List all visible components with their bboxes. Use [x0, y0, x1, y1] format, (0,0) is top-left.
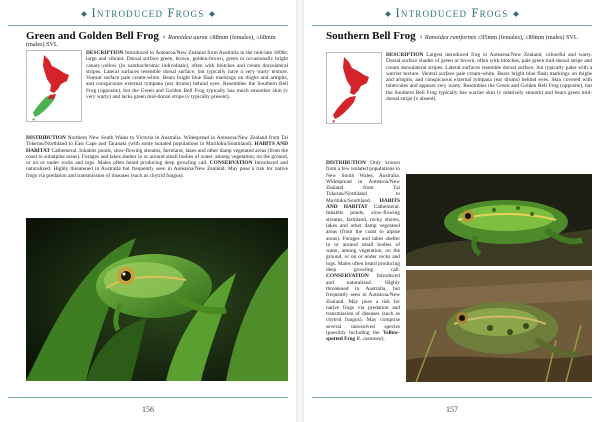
north-island-shape [343, 57, 369, 95]
description-text: Introduced to Aotearoa/New Zealand from Australia in the mid-late 1800s; large and vibrant. Dorsal surface green, brown, golden-brown, green or occasionally bright canary-yellow (in xanthochromic individuals), often with blotches and cream dorsolateral stripes. Lateral surfaces resemble dorsal surface, but typically have a very warty texture. Ventral surface pale cream-white. Bears bright blue flash markings on thighs and armpits, and conspicuous external tympana (ear drums) behind eyes. Resembles the Southern Bell Frog (opposite), but the Green and Golden Bell Frog typically has much smoother skin (v very warty) and lacks green mid-dorsal stripe (v typically present). [86, 50, 288, 101]
species-title-line [26, 30, 288, 49]
habitat-text: Cathemeral. Inhabits ponds, slow-flowing streams, farmland, rocky shores, lakes and other damp vegetated areas (from the coast to alpine areas). Forages and takes shelter in or around small bodies of water, among vegetation, on the ground, or on or under rocks and logs. Males often heard producing deep growling call. [326, 204, 400, 274]
description-label: DESCRIPTION [86, 50, 124, 56]
stewart-island-shape [32, 118, 35, 121]
yellow-spotted-frog-sci: R. castanea [356, 336, 382, 343]
book-gutter [296, 0, 304, 422]
diamond-ornament-icon [81, 11, 87, 17]
left-page [0, 0, 296, 422]
size-measurement: ≤95mm (females), ≤80mm (males) SVL [477, 34, 578, 41]
diamond-ornament-icon [210, 11, 216, 17]
north-island-shape [43, 55, 69, 93]
species-title: Southern Bell Frog [326, 30, 416, 42]
frog-photo-image [26, 218, 288, 381]
stewart-island-shape [332, 120, 335, 123]
species-description-wrap [86, 50, 288, 100]
conservation-text: Introduced and naturalized. Highly threatened in Australia but frequently seen in Aotearoa/New Zealand. May pose a risk for native frogs via predation and transmission of diseases (such as chytrid fungus). [26, 160, 288, 179]
header-rule [8, 25, 288, 26]
distribution-map [326, 52, 382, 124]
yellow-spotted-frog-name: Yellow-spotted Frog [326, 330, 400, 343]
running-header-text: Introduced Frogs [395, 6, 509, 20]
size-icon: ♀ [161, 34, 167, 41]
diamond-ornament-icon [385, 11, 391, 17]
distribution-text: Northern New South Wales to Victoria in Australia. Widespread in Aotearoa/New Zealand from Tai Tokerau/Northland to East Cape and Taranaki (with some isolated populations in Murihiku/Southland). [26, 135, 288, 148]
frog-photo-image [406, 174, 592, 266]
distribution-map [26, 50, 82, 122]
running-header-text: Introduced Frogs [91, 6, 205, 20]
frog-photo-green-golden [26, 218, 288, 381]
distribution-label: DISTRIBUTION [26, 135, 66, 141]
description-label: DESCRIPTION [386, 52, 424, 58]
footer-rule [312, 397, 592, 398]
scientific-name: Ranoidea raniformis [424, 34, 477, 41]
header-rule [312, 25, 592, 26]
distribution-label: DISTRIBUTION [326, 160, 366, 166]
description-text: Largest introduced frog in Aotearoa/New Zealand, colourful and warty. Dorsal surface shades of green or brown, often with blotches, pale green mid-dorsal stripe and cream dorsolateral stripes. Lateral surfaces resemble dorsal surface, but typically paler with a warrier texture. Ventral surface pale cream-white. Bears bright blue flash markings on thighs and armpits, and conspicuous external tympana (ear drums) behind eyes. Skin covered with tubercules and appears very warty. Resembles the Green and Golden Bell Frog (opposite), but the Southern Bell Frog typically has warrier skin (v relatively smooth) and bears green mid-dorsal stripe (v absent). [386, 52, 592, 103]
new-zealand-map-icon [27, 51, 83, 123]
species-details [326, 160, 400, 343]
conservation-label: CONSERVATION [209, 160, 253, 167]
size-icon: ♀ [418, 34, 424, 41]
habitat-text: Cathemeral. Inhabits ponds, slow-flowing streams, farmland, lakes and other damp vegetated areas (from the coast to subalpine areas). Forages and takes shelter in or around small bodies of water, among vegetation, on the ground, or on or under rocks and logs. Males often heard producing deep growling call. [26, 147, 288, 167]
conservation-text: Introduced and naturalized. Highly threatened in Australia, but frequently seen in Aotearoa/New Zealand. May pose a risk for native frogs via predation and transmission of diseases (such as chytrid fungus). May comprise several unresolved species (possibly including the [326, 273, 400, 337]
habitat-label: HABITS AND HABITAT [26, 141, 288, 154]
frog-photo-image [406, 270, 592, 382]
conservation-label: CONSERVATION [326, 273, 369, 280]
size-measurement: ≤88mm (females), ≤68mm (males) SVL [26, 34, 276, 49]
habitat-label: HABITS AND HABITAT [326, 197, 400, 211]
footer-rule [8, 397, 288, 398]
scientific-name: Ranoidea aurea [168, 34, 208, 41]
species-details [26, 135, 288, 179]
species-description-wrap [386, 52, 592, 102]
south-island-shape [333, 96, 356, 119]
new-zealand-map-icon [327, 53, 383, 125]
species-title-line [326, 30, 592, 42]
frog-photo-southern-2 [406, 270, 592, 382]
species-title: Green and Golden Bell Frog [26, 30, 159, 42]
page-number: 156 [142, 405, 154, 414]
right-page [304, 0, 600, 422]
frog-photo-southern-1 [406, 174, 592, 266]
diamond-ornament-icon [514, 11, 520, 17]
page-number: 157 [446, 405, 458, 414]
conservation-end: ). [381, 336, 385, 343]
distribution-text: Only known from a few isolated populations in New South Wales, Australia. Widespread in Aotearoa/New Zealand from Tai Tokerau/Northland to Murihiku/Southland. [326, 160, 400, 204]
